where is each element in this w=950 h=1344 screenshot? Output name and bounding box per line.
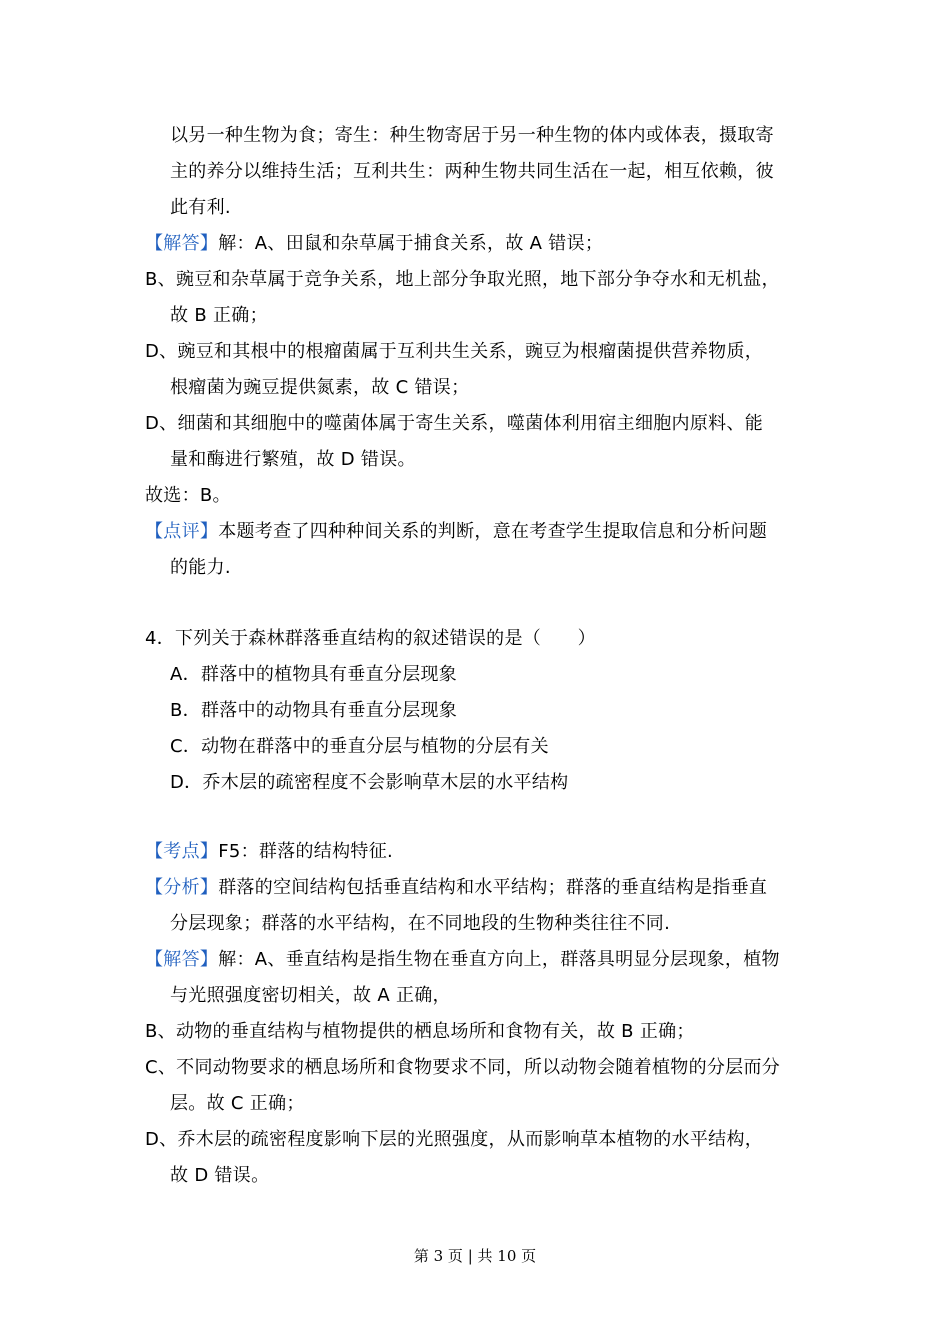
text-line: 以另一种生物为食；寄生：种生物寄居于另一种生物的体内或体表，摄取寄 [170,125,774,146]
text-line: D、乔木层的疏密程度影响下层的光照强度，从而影响草本植物的水平结构， [145,1129,764,1150]
text-line: 此有利. [170,197,231,218]
answer-text: 解：A、垂直结构是指生物在垂直方向上，群落具明显分层现象，植物 [218,949,780,970]
option-c: C．动物在群落中的垂直分层与植物的分层有关 [170,736,549,757]
text-line: D、豌豆和其根中的根瘤菌属于互利共生关系，豌豆为根瘤菌提供营养物质， [145,341,764,362]
option-a: A．群落中的植物具有垂直分层现象 [170,664,458,685]
text-line: D、细菌和其细胞中的噬菌体属于寄生关系，噬菌体利用宿主细胞内原料、能 [145,413,764,434]
text-line: B、豌豆和杂草属于竞争关系，地上部分争取光照，地下部分争夺水和无机盐， [145,269,780,290]
text-line: B、动物的垂直结构与植物提供的栖息场所和食物有关，故 B 正确； [145,1021,695,1042]
option-b: B．群落中的动物具有垂直分层现象 [170,700,458,721]
answer-text: 解：A、田鼠和杂草属于捕食关系，故 A 错误； [218,233,604,254]
answer-line [145,232,603,256]
text-line: 层。故 C 正确； [170,1093,305,1114]
text-line: 故 D 错误。 [170,1165,270,1186]
point-text: F5：群落的结构特征. [218,841,394,862]
question-stem: 4．下列关于森林群落垂直结构的叙述错误的是（ ） [145,628,596,649]
conclusion-line: 故选：B。 [145,485,231,506]
review-text: 本题考查了四种种间关系的判断，意在考查学生提取信息和分析问题 [218,521,768,542]
point-tag: 【考点】 [145,841,219,862]
text-line: 分层现象；群落的水平结构，在不同地段的生物种类往往不同. [170,913,671,934]
answer-line [145,948,780,972]
text-line: C、不同动物要求的栖息场所和食物要求不同，所以动物会随着植物的分层而分 [145,1057,781,1078]
option-d: D．乔木层的疏密程度不会影响草木层的水平结构 [170,772,569,793]
text-line: 量和酶进行繁殖，故 D 错误。 [170,449,416,470]
text-line: 与光照强度密切相关，故 A 正确， [170,985,451,1006]
analysis-tag: 【分析】 [145,877,219,898]
point-line [145,840,393,864]
answer-tag: 【解答】 [145,949,219,970]
analysis-text: 群落的空间结构包括垂直结构和水平结构；群落的垂直结构是指垂直 [218,877,768,898]
page-footer: 第 3 页 | 共 10 页 [413,1247,537,1265]
text-line: 主的养分以维持生活；互利共生：两种生物共同生活在一起，相互依赖，彼 [170,161,774,182]
review-tag: 【点评】 [145,521,219,542]
text-line: 故 B 正确； [170,305,268,326]
answer-tag: 【解答】 [145,233,219,254]
analysis-line [145,876,767,900]
text-line: 根瘤菌为豌豆提供氮素，故 C 错误； [170,377,470,398]
review-line [145,520,767,544]
text-line: 的能力. [170,557,231,578]
